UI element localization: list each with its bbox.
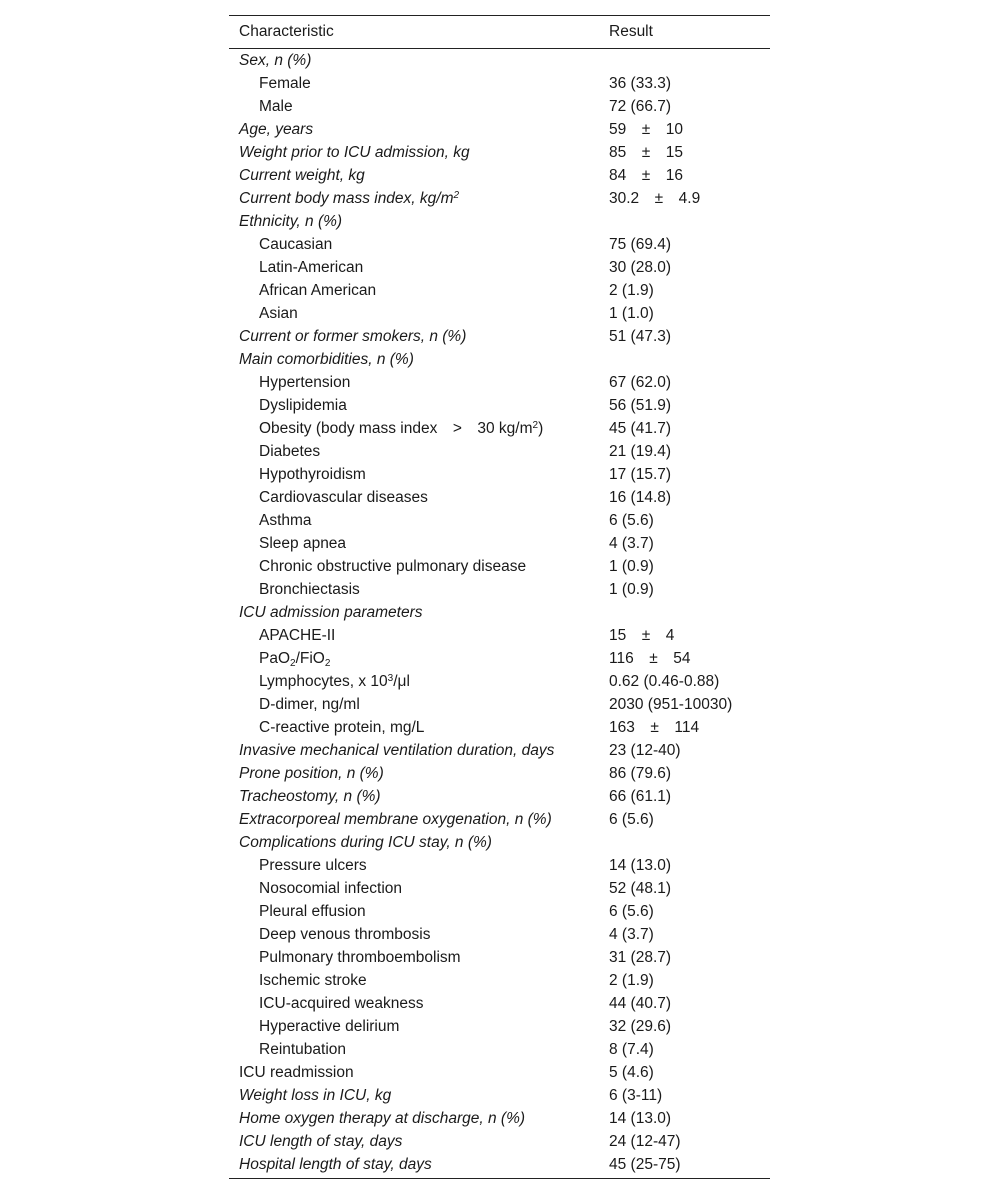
- table-row: [229, 164, 770, 187]
- row-value: 72 (66.7): [609, 98, 672, 115]
- row-label: Latin-American: [259, 259, 364, 276]
- row-value: 31 (28.7): [609, 949, 672, 966]
- table-row: [229, 440, 770, 463]
- table-row: [229, 854, 770, 877]
- header-result: Result: [609, 23, 653, 40]
- row-value: 21 (19.4): [609, 443, 672, 460]
- row-label: Cardiovascular diseases: [259, 489, 428, 506]
- table-row: [229, 417, 770, 440]
- row-label: Obesity (body mass index > 30 $kg/m^2$): [259, 420, 544, 437]
- table-row: [229, 578, 770, 601]
- row-value: 51 (47.3): [609, 328, 672, 345]
- characteristics-table: [229, 15, 770, 1179]
- table-row: [229, 555, 770, 578]
- row-label: Female: [259, 75, 311, 92]
- row-value: 116 ± 54: [609, 650, 691, 667]
- row-label: APACHE-II: [259, 627, 336, 644]
- row-value: 14 (13.0): [609, 1110, 672, 1127]
- row-value: 24 (12-47): [609, 1133, 681, 1150]
- table-row: [229, 1084, 770, 1107]
- row-label: Pulmonary thromboembolism: [259, 949, 461, 966]
- table-row: [229, 348, 770, 371]
- table-row: [229, 371, 770, 394]
- row-label: PaO$_2$/FiO$_2$: [259, 650, 331, 669]
- row-label: Diabetes: [259, 443, 321, 460]
- table-row: [229, 601, 770, 624]
- row-value: 15 ± 4: [609, 627, 675, 644]
- table-row: [229, 72, 770, 95]
- row-value: 45 (25-75): [609, 1156, 681, 1173]
- row-label: Asthma: [259, 512, 312, 529]
- table-row: [229, 532, 770, 555]
- table-row: [229, 1015, 770, 1038]
- row-value: 0.62 (0.46-0.88): [609, 673, 720, 690]
- row-value: 17 (15.7): [609, 466, 672, 483]
- row-value: 4 (3.7): [609, 926, 654, 943]
- table-row: [229, 716, 770, 739]
- row-value: 1 (0.9): [609, 558, 654, 575]
- table-row: [229, 463, 770, 486]
- row-value: 5 (4.6): [609, 1064, 654, 1081]
- table-row: [229, 394, 770, 417]
- table-row: [229, 302, 770, 325]
- table-row: [229, 1038, 770, 1061]
- table-row: [229, 141, 770, 164]
- row-value: 86 (79.6): [609, 765, 672, 782]
- row-label: Main comorbidities, n (%): [239, 351, 414, 368]
- row-label: Ethnicity, n (%): [239, 213, 343, 230]
- row-label: Invasive mechanical ventilation duration, days: [239, 742, 555, 759]
- row-value: 44 (40.7): [609, 995, 672, 1012]
- row-label: Asian: [259, 305, 298, 322]
- row-label: Weight prior to ICU admission, kg: [239, 144, 470, 161]
- row-value: 6 (5.6): [609, 512, 654, 529]
- table-row: [229, 969, 770, 992]
- row-label: D-dimer, ng/ml: [259, 696, 360, 713]
- row-value: 6 (5.6): [609, 811, 654, 828]
- row-label: Current body mass index, $kg/m^2$: [239, 190, 460, 207]
- row-label: Extracorporeal membrane oxygenation, n (%): [239, 811, 552, 828]
- row-label: Complications during ICU stay, n (%): [239, 834, 492, 851]
- row-value: 32 (29.6): [609, 1018, 672, 1035]
- table-row: [229, 900, 770, 923]
- table-row: [229, 279, 770, 302]
- row-value: 6 (3-11): [609, 1087, 663, 1104]
- row-label: C-reactive protein, mg/L: [259, 719, 425, 736]
- table-row: [229, 509, 770, 532]
- table-header: [229, 15, 770, 49]
- table-row: [229, 992, 770, 1015]
- table-body: [229, 49, 770, 1176]
- row-value: 66 (61.1): [609, 788, 672, 805]
- row-value: 45 (41.7): [609, 420, 672, 437]
- table-row: [229, 1153, 770, 1176]
- row-label: ICU readmission: [239, 1064, 354, 1081]
- table-row: [229, 49, 770, 72]
- table-row: [229, 256, 770, 279]
- row-value: 1 (1.0): [609, 305, 654, 322]
- row-value: 1 (0.9): [609, 581, 654, 598]
- row-label: Pressure ulcers: [259, 857, 367, 874]
- row-label: Pleural effusion: [259, 903, 366, 920]
- row-label: Age, years: [239, 121, 314, 138]
- row-value: 2030 (951-10030): [609, 696, 733, 713]
- row-label: Hypertension: [259, 374, 351, 391]
- table-row: [229, 877, 770, 900]
- row-label: Current or former smokers, n (%): [239, 328, 467, 345]
- row-value: 84 ± 16: [609, 167, 683, 184]
- table-row: [229, 1107, 770, 1130]
- table-row: [229, 739, 770, 762]
- row-value: 6 (5.6): [609, 903, 654, 920]
- row-label: Hypothyroidism: [259, 466, 366, 483]
- row-label: Hyperactive delirium: [259, 1018, 400, 1035]
- table-row: [229, 486, 770, 509]
- row-label: Sleep apnea: [259, 535, 347, 552]
- row-label: Caucasian: [259, 236, 333, 253]
- row-label: Prone position, n (%): [239, 765, 384, 782]
- row-value: 4 (3.7): [609, 535, 654, 552]
- table-row: [229, 95, 770, 118]
- row-label: Hospital length of stay, days: [239, 1156, 432, 1173]
- row-label: Nosocomial infection: [259, 880, 403, 897]
- row-label: Deep venous thrombosis: [259, 926, 431, 943]
- row-label: Chronic obstructive pulmonary disease: [259, 558, 527, 575]
- row-label: Ischemic stroke: [259, 972, 367, 989]
- table-row: [229, 187, 770, 210]
- row-label: ICU admission parameters: [239, 604, 423, 621]
- table-row: [229, 624, 770, 647]
- table-row: [229, 923, 770, 946]
- row-label: Weight loss in ICU, kg: [239, 1087, 392, 1104]
- row-value: 8 (7.4): [609, 1041, 654, 1058]
- table-row: [229, 325, 770, 348]
- row-label: ICU-acquired weakness: [259, 995, 424, 1012]
- row-label: Tracheostomy, n (%): [239, 788, 381, 805]
- row-value: 30.2 ± 4.9: [609, 190, 701, 207]
- row-value: 14 (13.0): [609, 857, 672, 874]
- table-row: [229, 118, 770, 141]
- row-label: African American: [259, 282, 377, 299]
- table-row: [229, 693, 770, 716]
- row-value: 163 ± 114: [609, 719, 700, 736]
- row-label: Male: [259, 98, 293, 115]
- row-value: 2 (1.9): [609, 282, 654, 299]
- table-bottom-rule: [229, 1176, 770, 1179]
- row-label: ICU length of stay, days: [239, 1133, 403, 1150]
- table-row: [229, 762, 770, 785]
- header-characteristic: Characteristic: [239, 23, 334, 40]
- table-row: [229, 946, 770, 969]
- table-row: [229, 1061, 770, 1084]
- row-value: 36 (33.3): [609, 75, 672, 92]
- table-row: [229, 1130, 770, 1153]
- row-label: Home oxygen therapy at discharge, n (%): [239, 1110, 526, 1127]
- row-value: 67 (62.0): [609, 374, 672, 391]
- row-value: 85 ± 15: [609, 144, 683, 161]
- table-row: [229, 647, 770, 670]
- row-label: Current weight, kg: [239, 167, 365, 184]
- row-label: Sex, n (%): [239, 52, 312, 69]
- row-label: Dyslipidemia: [259, 397, 347, 414]
- row-value: 30 (28.0): [609, 259, 672, 276]
- row-value: 52 (48.1): [609, 880, 672, 897]
- row-value: 2 (1.9): [609, 972, 654, 989]
- row-value: 75 (69.4): [609, 236, 672, 253]
- row-label: Reintubation: [259, 1041, 347, 1058]
- table-row: [229, 831, 770, 854]
- table-row: [229, 670, 770, 693]
- table-row: [229, 210, 770, 233]
- table-row: [229, 233, 770, 256]
- row-label: Bronchiectasis: [259, 581, 360, 598]
- row-value: 59 ± 10: [609, 121, 683, 138]
- row-value: 56 (51.9): [609, 397, 672, 414]
- row-label: Lymphocytes, x $10^3/\mu l$: [259, 673, 410, 690]
- table-row: [229, 808, 770, 831]
- row-value: 16 (14.8): [609, 489, 672, 506]
- row-value: 23 (12-40): [609, 742, 681, 759]
- table-row: [229, 785, 770, 808]
